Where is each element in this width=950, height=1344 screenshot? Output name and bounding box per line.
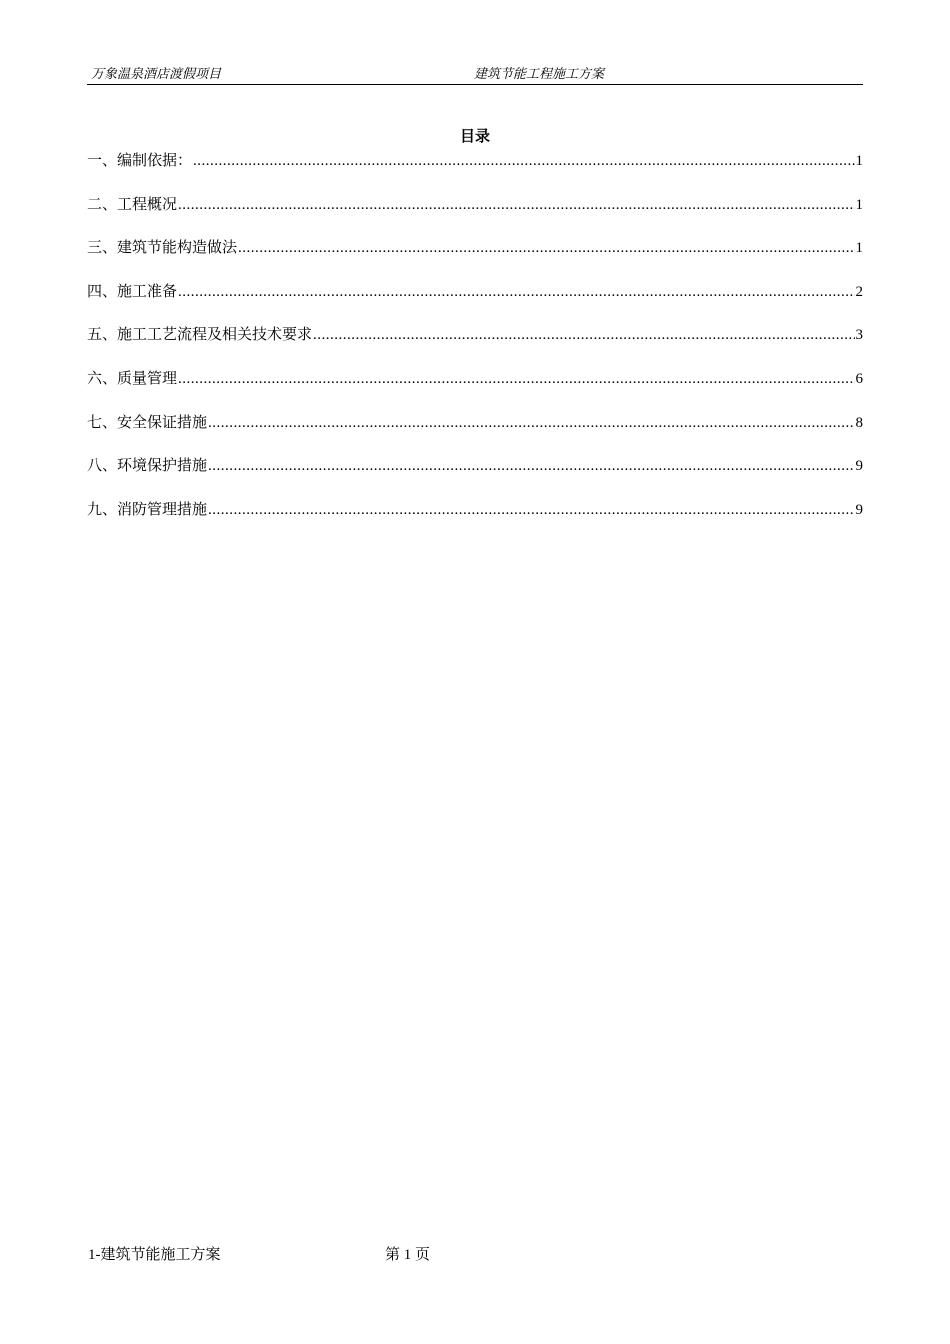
toc-entry-page: 8 bbox=[855, 414, 863, 431]
toc-dot-leader bbox=[313, 324, 854, 346]
toc-entry[interactable] bbox=[87, 150, 863, 194]
toc-entry-page: 1 bbox=[855, 196, 863, 213]
toc-entry-page: 6 bbox=[855, 370, 863, 387]
header-document-title: 建筑节能工程施工方案 bbox=[474, 66, 605, 81]
toc-entry[interactable] bbox=[87, 324, 863, 368]
toc-entry-label: 五、施工工艺流程及相关技术要求 bbox=[87, 327, 313, 344]
toc-entry-page: 1 bbox=[855, 240, 863, 257]
toc-entry-label: 九、消防管理措施 bbox=[87, 501, 208, 518]
table-of-contents bbox=[87, 150, 863, 542]
toc-dot-leader bbox=[238, 237, 854, 259]
toc-entry[interactable] bbox=[87, 499, 863, 543]
toc-entry[interactable] bbox=[87, 281, 863, 325]
toc-dot-leader bbox=[178, 194, 854, 216]
toc-entry-label: 八、环境保护措施 bbox=[87, 458, 208, 475]
toc-dot-leader bbox=[193, 150, 854, 172]
toc-entry-page: 3 bbox=[855, 327, 863, 344]
toc-entry-label: 六、质量管理 bbox=[87, 370, 178, 387]
toc-dot-leader bbox=[178, 368, 854, 390]
toc-entry-page: 9 bbox=[855, 458, 863, 475]
toc-entry-page: 9 bbox=[855, 501, 863, 518]
footer-page-number: 第 1 页 bbox=[385, 1247, 431, 1263]
footer-document-name: 1-建筑节能施工方案 bbox=[88, 1247, 221, 1263]
toc-entry[interactable] bbox=[87, 412, 863, 456]
toc-entry-page: 1 bbox=[855, 153, 863, 169]
toc-entry-label: 四、施工准备 bbox=[87, 283, 178, 300]
toc-entry-label: 一、编制依据： bbox=[87, 153, 193, 169]
toc-title: 目录 bbox=[459, 129, 490, 145]
toc-entry[interactable] bbox=[87, 368, 863, 412]
toc-dot-leader bbox=[178, 281, 854, 303]
toc-entry-label: 三、建筑节能构造做法 bbox=[87, 240, 238, 257]
toc-entry[interactable] bbox=[87, 237, 863, 281]
toc-dot-leader bbox=[208, 455, 854, 477]
toc-dot-leader bbox=[208, 499, 854, 521]
page-footer bbox=[88, 1244, 864, 1266]
toc-entry[interactable] bbox=[87, 455, 863, 499]
toc-dot-leader bbox=[208, 412, 854, 434]
header-project-name: 万象温泉酒店渡假项目 bbox=[91, 66, 222, 81]
toc-entry-page: 2 bbox=[855, 283, 863, 300]
page-header bbox=[87, 64, 863, 85]
toc-entry-label: 二、工程概况 bbox=[87, 196, 178, 213]
toc-entry[interactable] bbox=[87, 194, 863, 238]
toc-entry-label: 七、安全保证措施 bbox=[87, 414, 208, 431]
